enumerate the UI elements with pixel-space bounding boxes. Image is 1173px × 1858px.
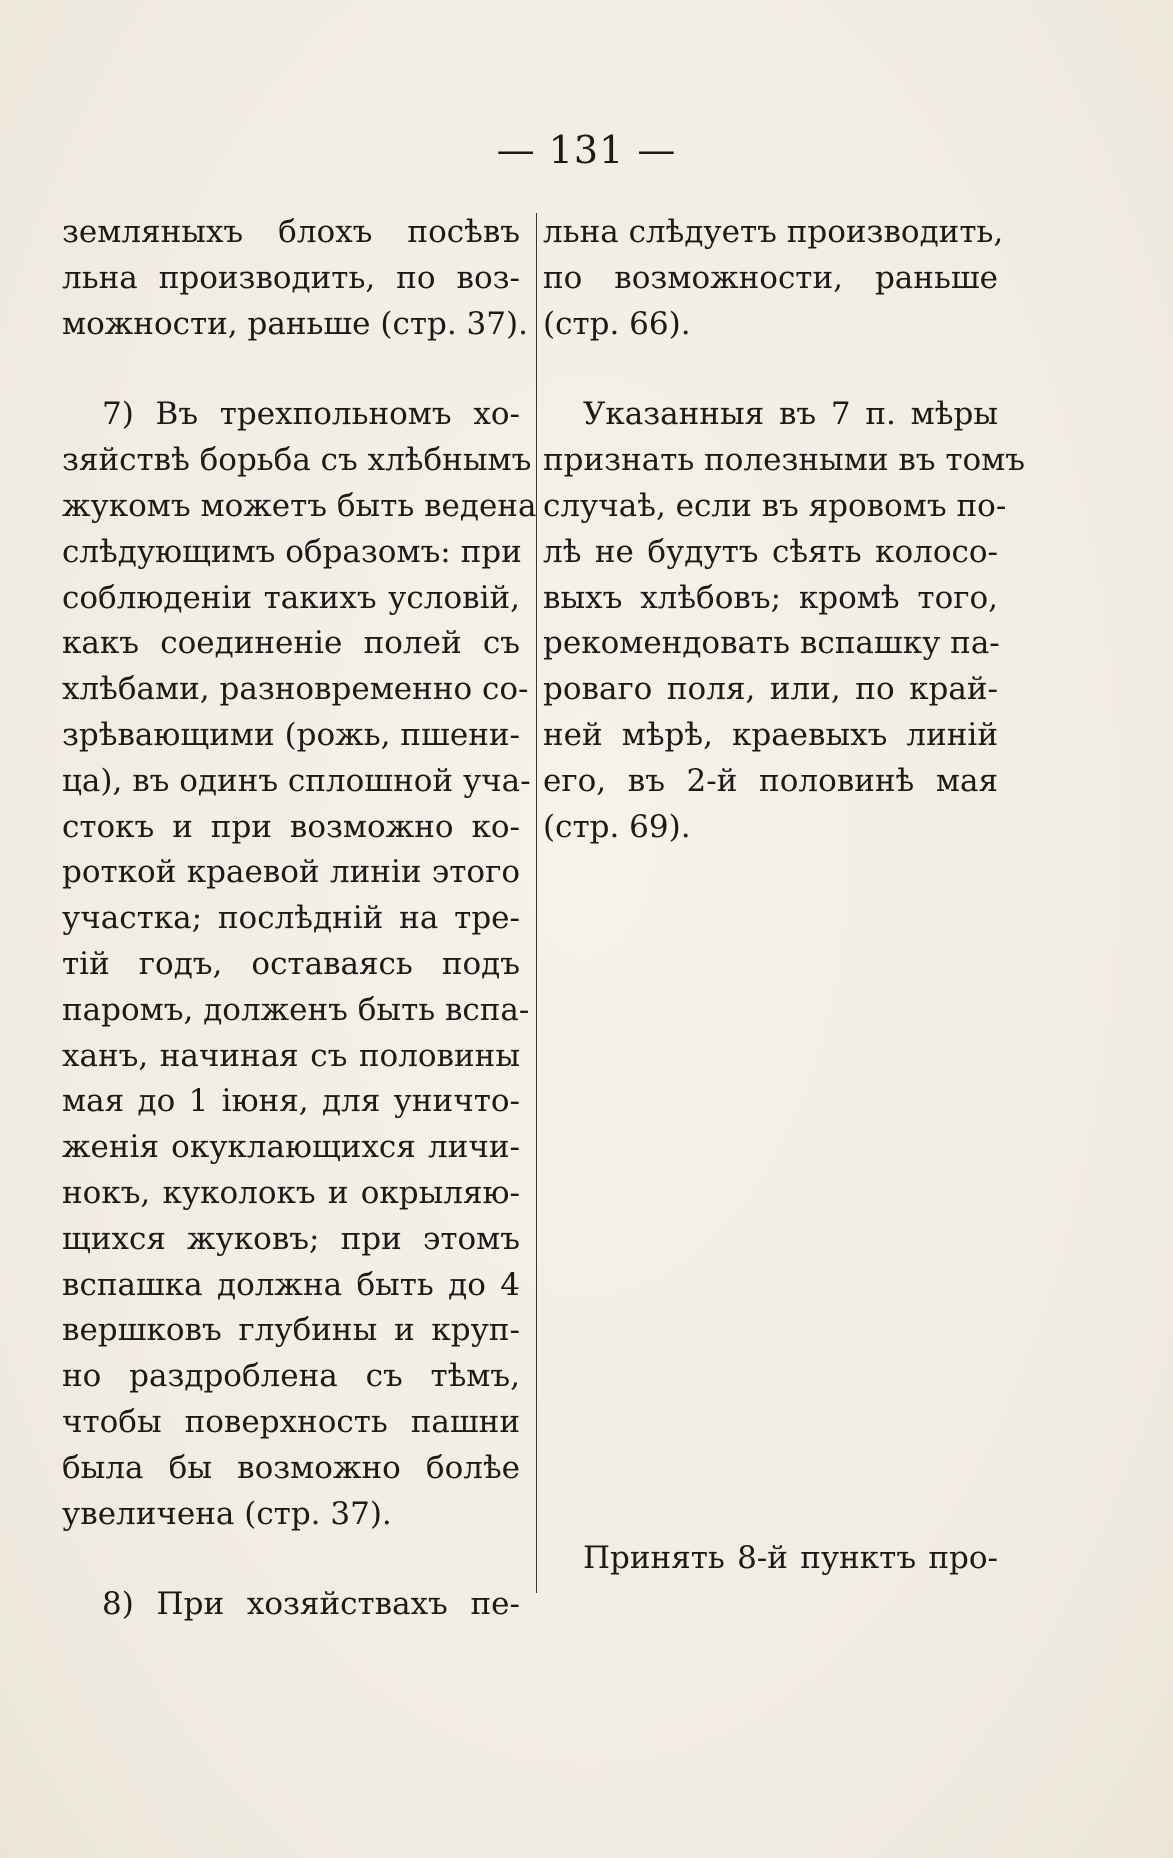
text-line: щихся жуковъ; при этомъ: [62, 1220, 520, 1257]
text-line: рекомендовать вспашку па-: [543, 625, 1000, 662]
text-line: можности, раньше (стр. 37).: [62, 305, 528, 342]
text-line: Указанныя въ 7 п. мѣры: [583, 396, 998, 433]
text-line: какъ соединеніе полей съ: [62, 625, 520, 662]
text-line: зрѣвающими (рожь, пшени-: [62, 716, 520, 753]
text-line: участка; послѣдній на тре-: [62, 900, 520, 937]
text-line: ханъ, начиная съ половины: [62, 1037, 520, 1074]
text-line: жукомъ можетъ быть ведена: [62, 487, 537, 524]
right-column: [543, 210, 1026, 1582]
page-number: — 131 —: [496, 128, 677, 172]
text-line: увеличена (стр. 37).: [62, 1495, 392, 1532]
text-line: была бы возможно болѣе: [62, 1449, 520, 1486]
text-line: нокъ, куколокъ и окрыляю-: [62, 1174, 520, 1211]
column-divider: [536, 213, 537, 1593]
text-line: (стр. 69).: [543, 808, 691, 845]
text-line: вершковъ глубины и круп-: [62, 1312, 520, 1349]
text-line: выхъ хлѣбовъ; кромѣ того,: [543, 579, 998, 616]
text-line: (стр. 66).: [543, 305, 691, 342]
text-line: тій годъ, оставаясь подъ: [62, 945, 520, 982]
text-line: роткой краевой линіи этого: [62, 854, 520, 891]
text-line: женія окуклающихся личи-: [62, 1129, 520, 1166]
text-line: чтобы поверхность пашни: [62, 1403, 520, 1440]
text-line: ца), въ одинъ сплошной уча-: [62, 762, 531, 799]
text-line: льна слѣдуетъ производить,: [543, 214, 1004, 250]
text-line: признать полезными въ томъ: [543, 442, 1026, 479]
text-line: роваго поля, или, по край-: [543, 671, 998, 708]
text-line: 8) При хозяйствахъ пе-: [102, 1586, 520, 1623]
text-line: паромъ, долженъ быть вспа-: [62, 991, 530, 1028]
text-line: мая до 1 іюня, для уничто-: [62, 1083, 520, 1120]
text-line: по возможности, раньше: [543, 259, 998, 296]
text-line: случаѣ, если въ яровомъ по-: [543, 487, 1007, 524]
text-line: зяйствѣ борьба съ хлѣбнымъ: [62, 442, 532, 479]
text-line: но раздроблена съ тѣмъ,: [62, 1358, 520, 1395]
text-line: ней мѣрѣ, краевыхъ линій: [543, 716, 998, 753]
left-column: [62, 210, 537, 1628]
text-line: льна производить, по воз-: [62, 259, 520, 296]
text-line: соблюденіи такихъ условій,: [62, 579, 520, 616]
text-line: слѣдующимъ образомъ: при: [62, 533, 522, 570]
text-line: Принять 8-й пунктъ про-: [583, 1540, 998, 1577]
text-line: лѣ не будутъ сѣять колосо-: [543, 533, 998, 570]
text-line: стокъ и при возможно ко-: [62, 808, 520, 845]
text-line: 7) Въ трехпольномъ хо-: [102, 396, 520, 433]
text-line: вспашка должна быть до 4: [62, 1266, 520, 1303]
text-line: хлѣбами, разновременно со-: [62, 671, 529, 708]
text-line: земляныхъ блохъ посѣвъ: [62, 214, 520, 250]
text-line: его, въ 2-й половинѣ мая: [543, 762, 998, 799]
